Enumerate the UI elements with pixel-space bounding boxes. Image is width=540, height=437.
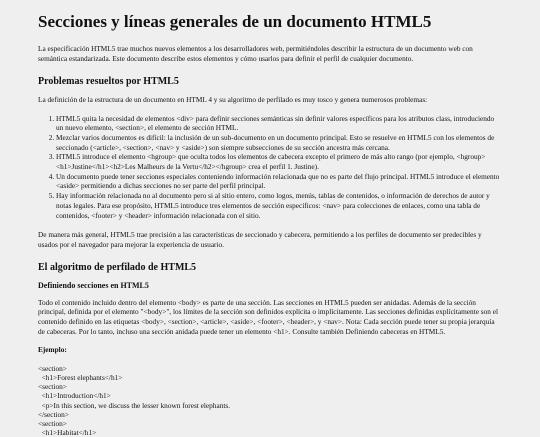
problems-list: [38, 114, 502, 221]
list-item: 1. HTML5 quita la necesidad de elementos <div> para definir secciones semánticas sin definir valores específicos para los atributos class, introduciendo un nuevo elemento, <section>, el elemento de sección HTML.: [56, 114, 502, 133]
section-heading-algorithm: El algoritmo de perfilado de HTML5: [38, 261, 197, 273]
defining-sections-paragraph: Todo el contenido incluido dentro del elemento <body> es parte de una sección. Las secciones en HTML5 pueden ser anidadas. Además de la sección principal, definida por el elemento "<body>", los límites de la sección son definidos explícita o implícitamente. Las secciones definidas explícitamente son el contenido definido en las etiquetas <body>, <section>, <article>, <aside>, <footer>, <header>, y <nav>. Nota: Cada sección puede tener su propia jerarquía de cabeceras. Por lo tanto, incluso una sección anidada puede tener un elemento <h1>. Consulte también Definiendo cabeceras en HTML5.: [38, 297, 498, 336]
problems-intro-paragraph: La definición de la estructura de un documento en HTML 4 y su algoritmo de perfilado es muy tosco y genera numerosos problemas:: [38, 94, 428, 104]
section-heading-problems: Problemas resueltos por HTML5: [38, 75, 179, 87]
list-item: 3. HTML5 introduce el elemento <hgroup> que oculta todos los elementos de cabecera excepto el primero de más alto rango (por ejemplo, <hgroup><h1>Justine</h1><h2>Les Malheurs de la Vertu</h2></hgroup> crea el perfil 1. Justine).: [56, 152, 502, 171]
page-title: Secciones y líneas generales de un documento HTML5: [38, 12, 432, 31]
example-label: Ejemplo:: [38, 345, 67, 355]
list-item: 4. Un documento puede tener secciones especiales conteniendo información relacionada que no es parte del flujo principal. HTML5 introduce el elemento <aside> permitiendo a dichas secciones no ser parte del perfil principal.: [56, 172, 502, 191]
intro-paragraph: La especificación HTML5 trae muchos nuevos elementos a los desarrolladores web, permitiéndoles describir la estructura de un documento web con semántica estandarizada. Este documento describe estos elementos y cómo usarlos para definir el perfil de cualquier documento.: [38, 44, 473, 64]
code-example: <section> <h1>Forest elephants</h1> <section> <h1>Introduction</h1> <p>In this section, we discuss the lesser known forest elephants. </section> <section> <h1>Habitat</h1>: [38, 364, 231, 437]
list-item: 5. Hay información relacionada no al documento pero si al sitio entero, como logos, menús, tablas de contenidos, o información de derechos de autor y notas legales. Para ese propósito, HTML5 introduce tres elementos de sección específicos: <nav> para colecciones de enlaces, como una tabla de contenidos, <footer> y <header> información relacionada con el sitio.: [56, 191, 502, 220]
subsection-heading-defining-sections: Definiendo secciones en HTML5: [38, 280, 149, 290]
list-item: 2. Mezclar varios documentos es difícil: la inclusión de un sub-documento en un documento principal. Esto se resuelve en HTML5 con los elementos de seccionado (<article>, <section>, <nav> y <aside>) son siempre subsecciones de su sección ancestra más cercana.: [56, 133, 502, 152]
problems-closing-paragraph: De manera más general, HTML5 trae precisión a las características de seccionado y cabecera, permitiendo a los perfiles de documento ser predecibles y usados por el navegador para mejorar la experiencia de usuario.: [38, 230, 482, 249]
